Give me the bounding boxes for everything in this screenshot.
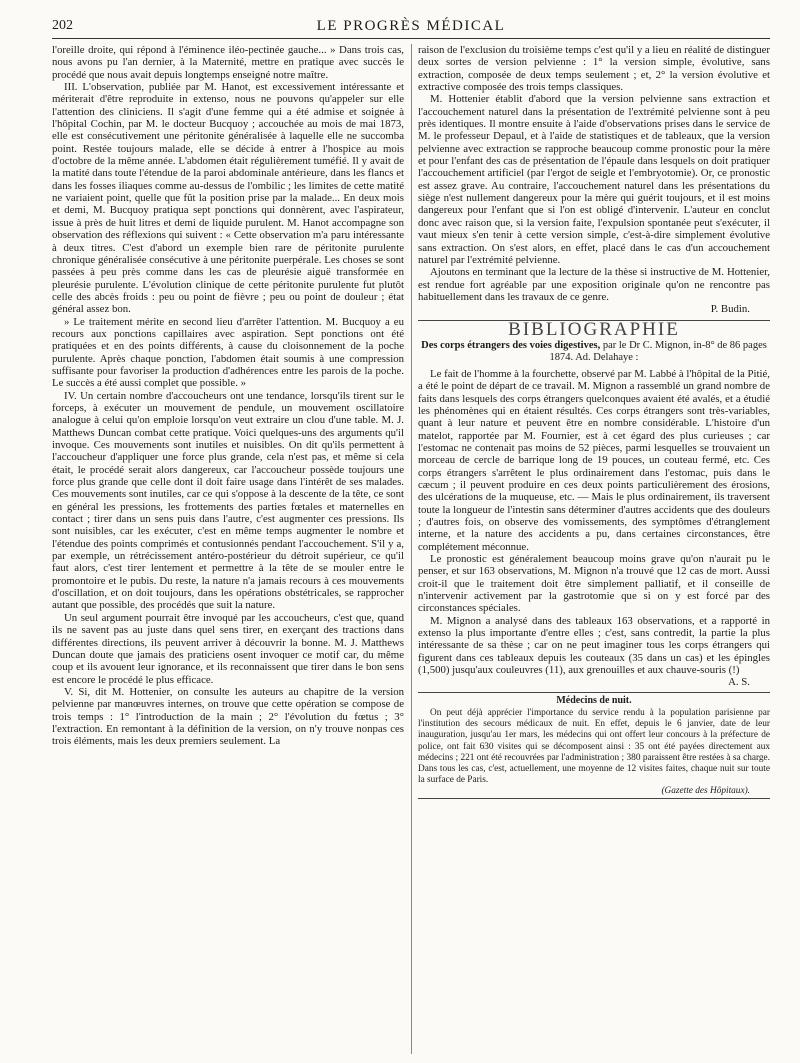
two-column-body	[52, 44, 770, 1054]
news-notice	[418, 692, 770, 799]
page-number: 202	[52, 18, 73, 33]
paragraph: IV. Un certain nombre d'accoucheurs ont une tendance, lorsqu'ils tirent sur le forceps, à exécuter un mouvement de pendule, un mouvement oscillatoire analogue à celui qu'on emploie lorsqu'on veut extraire un clou d'une table. M. J. Matthews Duncan combat cette pratique. Voici quelques-uns des arguments qu'il invoque. Ces mouvements sont inutiles et nuisibles. On dit qu'ils permettent à l'accoucheur d'appliquer une force plus grande, cela n'est pas, et même si cela était, le procédé serait alors dangereux, car l'accoucheur possède toujours une force plus grande que celle dont il doit faire usage dans l'intérêt de ses malades. Ces mouvements sont inutiles, car ce qui s'oppose à la descente de la tête, ce sont en général les pressions, les frottements des parties fœtales et maternelles en contact ; tirer dans un sens puis dans l'autre, c'est augmenter ces pressions. Ils sont nuisibles, car les exécuter, c'est en même temps augmenter le nombre et l'étendue des points comprimés et contusionnés pendant l'accouchement. S'il y a, par exemple, un rétrécissement antéro-postérieur du détroit supérieur, ce qu'il faut alors, c'est tirer lentement et permettre à la tête de se mouler entre le promontoire et le pubis. Du reste, la nature n'a jamais recours à ces mouvements d'oscillation, et on doit toujours, dans les opérations obstétricales, se rapprocher autant que possible, des procédés que suit la nature.	[52, 389, 404, 612]
paragraph: Le fait de l'homme à la fourchette, observé par M. Labbé à l'hôpital de la Pitié, a été le point de départ de ce travail. M. Mignon a rassemblé un grand nombre de faits dans lesquels des corps étrangers quelconques avaient été avalés, et a étudié les phénomènes qui en étaient résultés. Ces corps étrangers sont très-variables, quant à leur nature et peuvent être en nombre considérable. L'histoire d'un matelot, rapportée par M. Fournier, est à cet égard des plus curieuses ; car l'estomac ne contenait pas moins de 52 pièces, parmi lesquelles se trouvaient un morceau de cercle de barrique long de 19 pouces, un couteau fermé, etc. Ces corps étrangers s'arrêtent le plus ordinairement dans l'estomac, puis dans le cæcum ; il peuvent produire en ces deux points particulièrement des érosions, des ulcérations de la muqueuse, etc. — Mais le plus ordinairement, ils traversent toute la longueur de l'intestin sans déterminer d'autres accidents que des douleurs ; d'autres fois, on observe des vomissements, des symptômes d'étranglement interne, et la nature des accidents a pu, dans certaines circonstances, être complétement méconnue.	[418, 367, 770, 553]
author-signature: P. Budin.	[710, 303, 750, 316]
paragraph: l'oreille droite, qui répond à l'éminence iléo-pectinée gauche... » Dans trois cas, nous avons pu l'an dernier, à la Maternité, mettre en pratique avec succès le procédé que nous avait depuis longtemps enseigné notre maître.	[52, 44, 404, 81]
paragraph: raison de l'exclusion du troisième temps c'est qu'il y a lieu en réalité de distinguer deux sortes de version pelvienne : 1° la version simple, évolutive, sans extraction, composée de deux temps seulement ; et, 2° la version évolutive et extractive composée des trois temps classiques.	[418, 44, 770, 94]
column-divider	[411, 44, 412, 1054]
notice-title: Médecins de nuit.	[556, 694, 632, 706]
running-title: LE PROGRÈS MÉDICAL	[316, 18, 506, 34]
section-title: BIBLIOGRAPHIE	[508, 318, 680, 340]
paragraph: M. Hottenier établit d'abord que la version pelvienne sans extraction et l'accouchement naturel dans la présentation de l'extrémité pelvienne sont à peu près identiques. Il montre ensuite à l'aide d'observations prises dans le service de M. le professeur Depaul, et à l'aide de statistiques et de tableaux, que la version pelvienne avec extraction se rapproche beaucoup comme pronostic pour la mère et pour l'enfant des cas de présentation de l'épaule dans lesquels on doit pratiquer l'accouchement artificiel (par l'ergot de seigle et l'embryotomie). Or, ce pronostic est assez grave. Au contraire, l'accouchement naturel dans les présentations du siège n'est nullement dangereux pour la mère qui guérit toujours, et il est moins dangereux pour l'enfant que si l'on est obligé d'intervenir. L'auteur en conclut donc avec raison que, si la version faite, l'expulsion spontanée peut s'exécuter, il vaut mieux s'en tenir à cette version simple, c'est-à-dire simplement évolutive sans extraction. On s'est alors, en effet, placé dans le cas d'un accouchement naturel par l'extrémité pelvienne.	[418, 93, 770, 266]
left-column	[52, 44, 404, 1054]
notice-source: (Gazette des Hôpitaux).	[661, 786, 750, 797]
paragraph: Un seul argument pourrait être invoqué par les accoucheurs, c'est que, quand ils ne savent pas au juste dans quel sens tirer, en exerçant des tractions dans différentes directions, ils peuvent arriver à découvrir la bonne. M. J. Matthews Duncan doute que jamais des praticiens osent invoquer ce motif car, du même coup et ils avouent leur ignorance, et ils reconnaissent que tirer dans le bon sens est encore le procédé le plus efficace.	[52, 611, 404, 686]
page-header	[52, 16, 770, 39]
paragraph: Ajoutons en terminant que la lecture de la thèse si instructive de M. Hottenier, est rendue fort agréable par une exposition originale qu'on ne rencontre pas habituellement dans les travaux de ce genre.	[418, 266, 770, 303]
paragraph: M. Mignon a analysé dans des tableaux 163 observations, et a rapporté in extenso la plus importante d'entre elles ; c'est, sans contredit, la partie la plus intéressante de sa thèse ; car on ne peut imaginer tous les corps étrangers qui figurent dans ces tableaux depuis les couteaux (35 dans un cas) et les épingles (1,500) jusqu'aux couleuvres (11), aux grenouilles et aux chauve-souris (!)	[418, 614, 770, 677]
paragraph: V. Si, dit M. Hottenier, on consulte les auteurs au chapitre de la version pelvienne par manœuvres internes, on trouve que cette opération se compose de trois temps : 1° l'introduction de la main ; 2° l'évolution du fœtus ; 3° l'extraction. En remontant à la définition de la version, on n'y trouve nonpas ces trois éléments, mais les deux premiers seulement. La	[52, 685, 404, 748]
paragraph: Le pronostic est généralement beaucoup moins grave qu'on n'aurait pu le penser, et sur 163 observations, M. Mignon n'a trouvé que 12 cas de mort. Aussi croit-il que le traitement doit être simplement palliatif, et il conseille de n'intervenir activement par la gastrotomie que si on y est forcé par des circonstances spéciales.	[418, 553, 770, 615]
notice-text: On peut déjà apprécier l'importance du service rendu à la population parisienne par l'institution des secours médicaux de nuit. En effet, depuis le 6 janvier, date de leur inauguration, jusqu'au 1er mars, les médecins qui ont offert leur concours à la préfecture de police, ont fait 630 visites qui se décomposent ainsi : 35 ont été payées directement aux médecins ; 221 ont été recouvrées par l'administration ; 380 paraissent être restées à sa charge. Dans tous les cas, c'est, actuellement, une moyenne de 12 visites faites, chaque nuit sur toute la surface de Paris.	[418, 708, 770, 786]
book-title: Des corps étrangers des voies digestives,	[421, 339, 601, 351]
bibliography-entry-heading	[418, 340, 770, 365]
paragraph: III. L'observation, publiée par M. Hanot, est excessivement intéressante et mériterait d'être reproduite in extenso, nous ne pouvons qu'appeler sur elle l'attention des cliniciens. Il s'agit d'une femme qui a été admise et soignée à l'hôpital Cochin, par M. le docteur Bucquoy ; accouchée au mois de mai 1873, elle est consécutivement une péritonite généralisée à laquelle elle ne succomba point. Restée toujours malade, elle se décide à entrer à l'hospice au mois d'octobre de la même année. L'abdomen était régulièrement tuméfié. Il y avait de la matité dans toute l'étendue de la paroi abdominale antérieure, dans les flancs et dans les fosses iliaques comme au-dessus de l'ombilic ; les limites de cette matité ne variaient point, quelle que fût la position prise par la malade... En deux mois et demi, M. Bucquoy pratiqua sept ponctions qui donnèrent, avec l'aspirateur, issue à près de huit litres et demi de liquide purulent. M. Hanot accompagne son observation des réflexions qui suivent : « Cette observation m'a paru intéressante à deux titres. C'est d'abord un exemple bien rare de péritonite purulente chronique généralisée consécutive à une péritonite puerpérale. Les choses se sont passées à peu près comme dans les cas de pleurésie aiguë transformée en pleurésie purulente. L'évolution clinique de cette péritonite purulente fut plutôt celle des abcès froids : peu ou point de fièvre ; peu ou point de douleur ; état général assez bon.	[52, 81, 404, 316]
author-signature: A. S.	[728, 675, 750, 688]
book-meta: par le Dr C. Mignon, in-8° de 86 pages 1874. Ad. Delahaye :	[549, 339, 767, 364]
right-column	[418, 44, 770, 1054]
paragraph: » Le traitement mérite en second lieu d'arrêter l'attention. M. Bucquoy a eu recours aux ponctions capillaires avec aspiration. Sept ponctions ont été pratiquées et en des points différents, à cause du cloisonnement de la poche purulente. Après chaque ponction, l'abdomen était soumis à une compression suffisante pour favoriser la production d'adhérences entre les parois de la poche. Le succès a été aussi complet que possible. »	[52, 315, 404, 390]
